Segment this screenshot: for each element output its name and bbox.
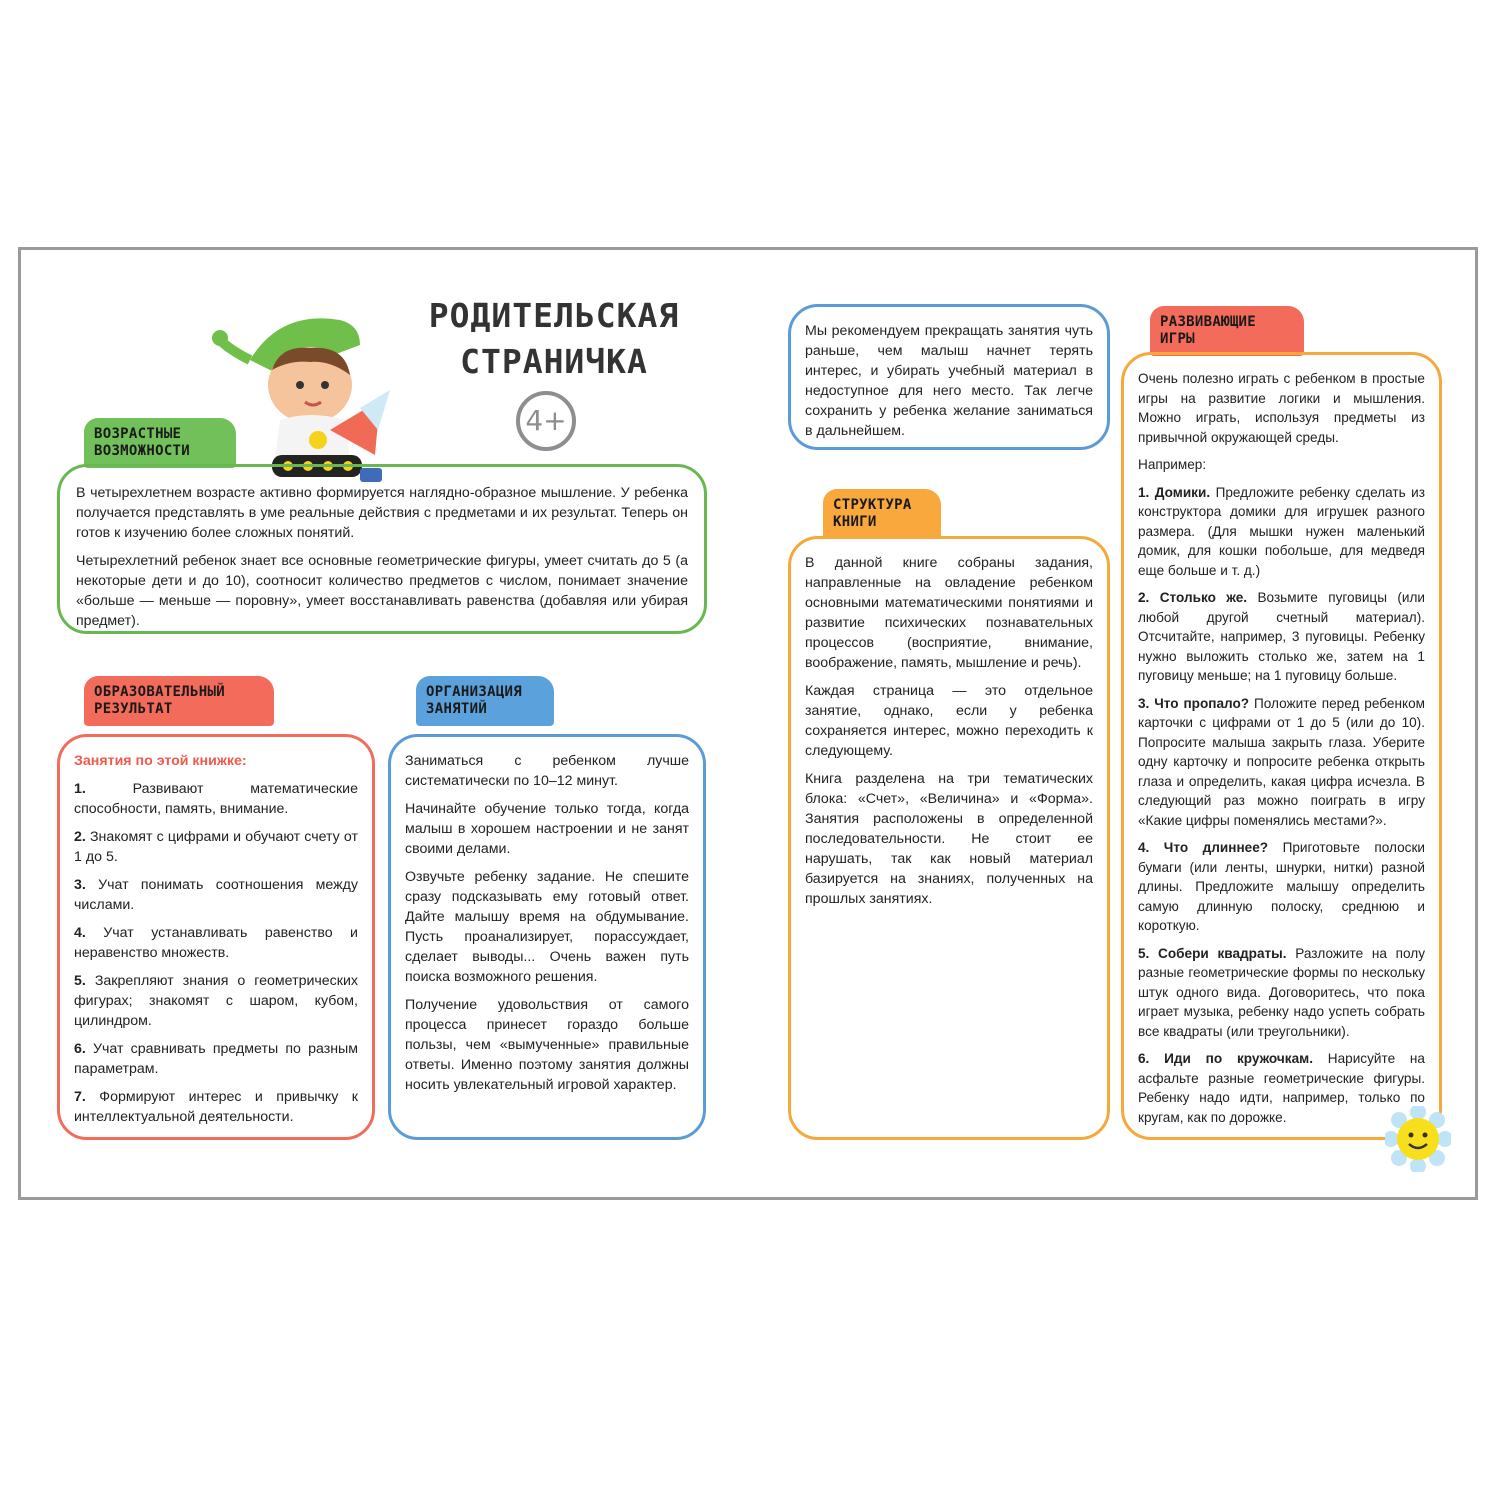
- tag-result: ОБРАЗОВАТЕЛЬНЫЙ РЕЗУЛЬТАТ: [84, 676, 274, 726]
- tag-games: РАЗВИВАЮЩИЕ ИГРЫ: [1150, 306, 1304, 356]
- game-item: 3. Что пропало? Положите перед ребенком карточки с цифрами от 1 до 5 (или до 10). Попросите малыша закрыть глаза. Уберите одну карточку и попросите ребенка открыть глаза и определить, какая цифра исчезла. В следующий раз можно поиграть в игру «Какие цифры поменялись местами?».: [1138, 695, 1425, 828]
- age-badge: 4+: [516, 391, 576, 451]
- structure-paragraph-3: Книга разделена на три тематических блока: «Счет», «Величина» и «Форма». Занятия расположены в определенной последовательности. Не стоит ее нарушать, так как новый материал базируется на знаниях, полученных на прошлых занятиях.: [805, 771, 1093, 907]
- tag-structure: СТРУКТУРА КНИГИ: [823, 489, 941, 539]
- result-item: 7. Формируют интерес и привычку к интеллектуальной деятельности.: [74, 1089, 358, 1125]
- sun-icon: [1385, 1106, 1451, 1172]
- gnome-illustration: [210, 290, 400, 490]
- org-paragraph-1: Заниматься с ребенком лучше систематически по 10–12 минут.: [405, 753, 689, 789]
- game-item: 6. Иди по кружочкам. Нарисуйте на асфальте разные геометрические фигуры. Ребенку надо идти, например, только по кругам, как по дорожке.: [1138, 1051, 1425, 1125]
- game-item: 1. Домики. Предложите ребенку сделать из конструктора домики для игрушек разного размера. (Для мышки нужен маленький домик, для кошки побольше, для медведя еще больше и т. д.): [1138, 484, 1425, 578]
- box-structure: [788, 536, 1110, 1140]
- org-paragraph-4: Получение удовольствия от самого процесса принесет гораздо больше пользы, чем «вымученные» правильные ответы. Именно поэтому занятия должны носить увлекательный игровой характер.: [405, 997, 689, 1093]
- game-item: 5. Собери квадраты. Разложите на полу разные геометрические формы по нескольку штук одного вида. Договоритесь, что пока играет музыка, ребенку надо успеть собрать все квадраты (или треугольники).: [1138, 945, 1425, 1039]
- tag-org: ОРГАНИЗАЦИЯ ЗАНЯТИЙ: [416, 676, 554, 726]
- result-item: 4. Учат устанавливать равенство и неравенство множеств.: [74, 925, 358, 961]
- recommend-paragraph: Мы рекомендуем прекращать занятия чуть раньше, чем малыш начнет терять интерес, и убирать учебный материал в недоступное для него место. Так легче сохранить у ребенка желание заниматься в дальнейшем.: [805, 323, 1093, 439]
- result-item: 2. Знакомят с цифрами и обучают счету от 1 до 5.: [74, 829, 358, 865]
- structure-paragraph-1: В данной книге собраны задания, направленные на овладение ребенком основными математическими понятиями и развитие психических познавательных процессов (восприятие, внимание, воображение, память, мышление и речь).: [805, 555, 1093, 671]
- game-item: 4. Что длиннее? Приготовьте полоски бумаги (или ленты, шнурки, нитки) разной длины. Предложите малышу определить самую длинную полоску, среднюю и короткую.: [1138, 840, 1425, 933]
- result-heading: Занятия по этой книжке:: [74, 753, 247, 769]
- box-org: [388, 734, 706, 1140]
- result-item: 1. Развивают математические способности, память, внимание.: [74, 781, 358, 817]
- result-item: 6. Учат сравнивать предметы по разным параметрам.: [74, 1041, 358, 1077]
- page-title: РОДИТЕЛЬСКАЯ СТРАНИЧКА: [428, 296, 680, 381]
- games-intro: Очень полезно играть с ребенком в простые игры на развитие логики и мышления. Можно играть, используя предметы из привычной окружающей среды.: [1138, 371, 1425, 445]
- game-item: 2. Столько же. Возьмите пуговицы (или любой другой счетный материал). Отсчитайте, например, 3 пуговицы. Ребенку нужно выложить столько же, затем на 1 пуговицу меньше; на 1 пуговицу больше.: [1138, 590, 1425, 683]
- org-paragraph-2: Начинайте обучение только тогда, когда малыш в хорошем настроении и не занят своими делами.: [405, 801, 689, 857]
- result-item: 3. Учат понимать соотношения между числами.: [74, 877, 358, 913]
- tag-age: ВОЗРАСТНЫЕ ВОЗМОЖНОСТИ: [84, 418, 236, 468]
- box-result: [57, 734, 375, 1140]
- age-paragraph-1: В четырехлетнем возрасте активно формируется наглядно-образное мышление. У ребенка получается представлять в уме реальные действия с предметами и их результат. Теперь он готов к изучению более сложных понятий.: [76, 485, 688, 541]
- age-paragraph-2: Четырехлетний ребенок знает все основные геометрические фигуры, умеет считать до 5 (а некоторые дети и до 10), соотносит количество предметов с числом, понимает значение «больше — меньше — поровну», умеет восстанавливать равенства (добавляя или убирая предмет).: [76, 553, 688, 629]
- box-games: [1121, 352, 1442, 1140]
- org-paragraph-3: Озвучьте ребенку задание. Не спешите сразу подсказывать ему готовый ответ. Дайте малышу время на обдумывание. Пусть проанализирует, порассуждает, сделает выводы... Очень важен путь поиска возможного решения.: [405, 869, 689, 985]
- structure-paragraph-2: Каждая страница — это отдельное занятие, однако, если у ребенка сохраняется интерес, можно переходить к следующему.: [805, 683, 1093, 759]
- result-item: 5. Закрепляют знания о геометрических фигурах; знакомят с шаром, кубом, цилиндром.: [74, 973, 358, 1029]
- box-age: [57, 464, 707, 634]
- box-recommend: [788, 304, 1110, 450]
- games-example: Например:: [1138, 457, 1207, 472]
